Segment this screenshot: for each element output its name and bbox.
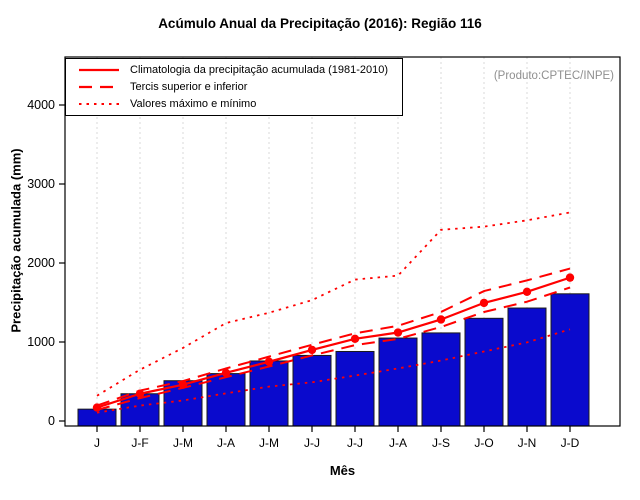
bar <box>250 361 288 426</box>
x-tick-label: J-D <box>560 436 580 450</box>
dashed-line-icon <box>78 84 120 90</box>
climatology-point <box>265 358 273 366</box>
climatology-point <box>480 299 488 307</box>
x-tick-label: J-A <box>389 436 407 450</box>
bar <box>293 355 331 426</box>
x-tick-label: J-A <box>217 436 235 450</box>
bar <box>508 308 546 426</box>
y-tick-label: 3000 <box>27 177 55 191</box>
climatology-point <box>394 328 402 336</box>
climatology-point <box>523 288 531 296</box>
x-tick-label: J-J <box>347 436 363 450</box>
x-tick-label: J-J <box>304 436 320 450</box>
y-tick-label: 2000 <box>27 256 55 270</box>
x-tick-label: J-M <box>173 436 193 450</box>
product-label: (Produto:CPTEC/INPE) <box>493 70 614 82</box>
bar <box>422 333 460 426</box>
x-tick-label: J-F <box>131 436 149 450</box>
legend <box>65 58 403 116</box>
legend-item-label: Climatologia da precipitação acumulada (1981-2010) <box>130 64 389 76</box>
x-tick-label: J-M <box>259 436 279 450</box>
y-tick-label: 1000 <box>27 335 55 349</box>
x-tick-label: J-N <box>517 436 537 450</box>
y-tick-label: 4000 <box>27 98 55 112</box>
legend-item <box>66 79 402 95</box>
bar <box>551 294 589 426</box>
y-axis-label: Precipitação acumulada (mm) <box>8 148 24 333</box>
bar <box>465 318 503 426</box>
solid-line-icon <box>78 67 120 73</box>
x-tick-label: J <box>94 436 100 450</box>
legend-item <box>66 96 402 112</box>
x-axis-label: Mês <box>329 463 356 478</box>
legend-item <box>66 62 402 78</box>
x-tick-label: J-O <box>474 436 494 450</box>
legend-item-label: Tercis superior e inferior <box>130 81 248 93</box>
climatology-point <box>566 273 574 281</box>
bar <box>336 351 374 426</box>
climatology-point <box>351 335 359 343</box>
bar <box>379 338 417 426</box>
chart-title: Acúmulo Anual da Precipitação (2016): Região 116 <box>158 16 482 31</box>
y-tick-label: 0 <box>48 414 55 428</box>
bar <box>207 374 245 426</box>
climatology-point <box>308 346 316 354</box>
x-tick-label: J-S <box>432 436 450 450</box>
legend-item-label: Valores máximo e mínimo <box>130 98 257 110</box>
dotted-line-icon <box>78 101 120 107</box>
climatology-point <box>437 315 445 323</box>
